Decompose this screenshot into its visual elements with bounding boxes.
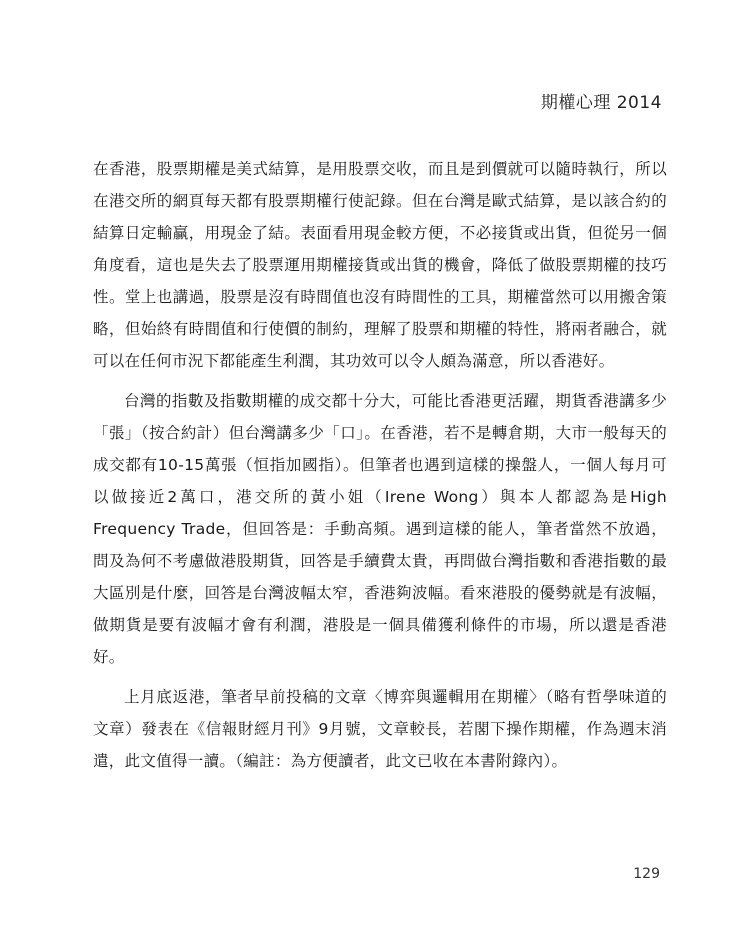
paragraph-2: 台灣的指數及指數期權的成交都十分大，可能比香港更活躍，期貨香港講多少「張」（按合約計）但台灣講多少「口」。在香港，若不是轉倉期，大市一般每天的成交都有10-15萬張（恒指加國指）。但筆者也遇到這樣的操盤人，一個人每月可以做接近2萬口，港交所的黃小姐（Irene Wong）與本人都認為是High Frequency Trade，但回答是：手動高頻。遇到這樣的能人，筆者當然不放過，問及為何不考慮做港股期貨，回答是手續費太貴，再問做台灣指數和香港指數的最大區別是什麼，回答是台灣波幅太窄，香港夠波幅。看來港股的優勢就是有波幅，做期貨是要有波幅才會有利潤，港股是一個具備獲利條件的市場，所以還是香港好。: [93, 392, 667, 666]
paragraph-1: 在香港，股票期權是美式結算，是用股票交收，而且是到價就可以隨時執行，所以在港交所的網頁每天都有股票期權行使記錄。但在台灣是歐式結算，是以該合約的結算日定輸贏，用現金了結。表面看用現金較方便，不必接貨或出貨，但從另一個角度看，這也是失去了股票運用期權接貨或出貨的機會，降低了做股票期權的技巧性。堂上也講過，股票是沒有時間值也沒有時間性的工具，期權當然可以用搬舍策略，但始終有時間值和行使價的制約，理解了股票和期權的特性，將兩者融合，就可以在任何市況下都能產生利潤，其功效可以令人頗為滿意，所以香港好。: [93, 160, 667, 370]
page-header-title: 期權心理 2014: [540, 93, 662, 113]
paragraph-3: 上月底返港，筆者早前投稿的文章〈博弈與邏輯用在期權〉（略有哲學味道的文章）發表在《信報財經月刊》9月號，文章較長，若閣下操作期權，作為週末消遣，此文值得一讀。（編註：為方便讀者，此文已收在本書附錄內）。: [93, 688, 667, 770]
page-number: 129: [633, 866, 660, 882]
body-text: [93, 153, 667, 785]
